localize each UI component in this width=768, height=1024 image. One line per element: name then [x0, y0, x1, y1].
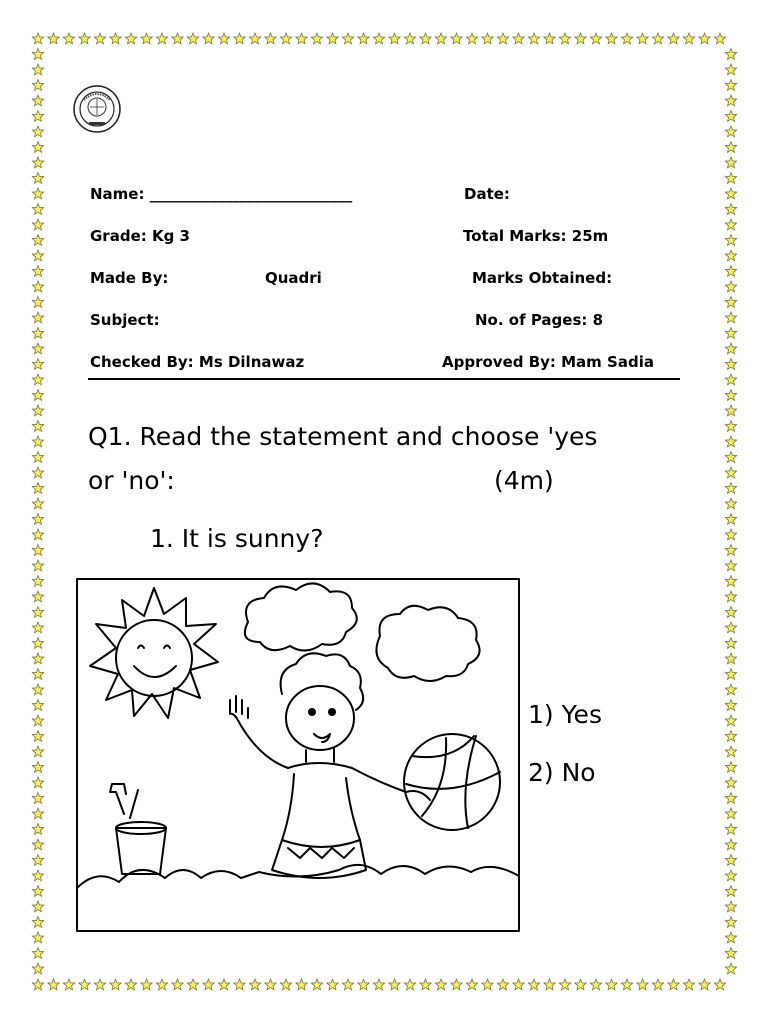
star-icon	[32, 235, 43, 246]
star-icon	[32, 653, 43, 664]
star-icon	[725, 359, 736, 370]
star-icon	[683, 979, 694, 990]
star-icon	[32, 669, 43, 680]
star-icon	[575, 33, 586, 44]
star-icon	[725, 343, 736, 354]
star-icon	[373, 33, 384, 44]
star-icon	[32, 560, 43, 571]
star-icon	[32, 591, 43, 602]
star-icon	[725, 95, 736, 106]
star-icon	[32, 281, 43, 292]
star-icon	[32, 514, 43, 525]
star-icon	[725, 126, 736, 137]
star-icon	[32, 64, 43, 75]
star-icon	[714, 33, 725, 44]
sand-bucket-icon	[110, 784, 166, 874]
marks-obtained-label: Marks Obtained:	[472, 269, 613, 287]
star-icon	[725, 855, 736, 866]
star-icon	[32, 250, 43, 261]
star-icon	[544, 33, 555, 44]
star-icon	[725, 204, 736, 215]
star-icon	[389, 979, 400, 990]
star-icon	[725, 762, 736, 773]
star-icon	[725, 653, 736, 664]
star-icon	[621, 979, 632, 990]
star-icon	[725, 498, 736, 509]
star-icon	[280, 33, 291, 44]
star-icon	[725, 111, 736, 122]
star-icon	[249, 979, 260, 990]
star-icon	[725, 297, 736, 308]
star-icon	[296, 33, 307, 44]
grade-label: Grade: Kg 3	[90, 227, 190, 245]
star-icon	[32, 173, 43, 184]
star-icon	[725, 669, 736, 680]
star-icon	[265, 979, 276, 990]
star-icon	[32, 343, 43, 354]
star-icon	[725, 901, 736, 912]
star-icon	[141, 979, 152, 990]
star-icon	[110, 979, 121, 990]
star-icon	[32, 622, 43, 633]
star-icon	[32, 483, 43, 494]
star-icon	[280, 979, 291, 990]
star-icon	[32, 142, 43, 153]
question-item: 1. It is sunny?	[150, 524, 324, 553]
star-icon	[725, 219, 736, 230]
star-icon	[725, 405, 736, 416]
star-icon	[32, 979, 43, 990]
star-icon	[32, 762, 43, 773]
star-icon	[725, 266, 736, 277]
star-icon	[420, 33, 431, 44]
question-title-line1: Q1. Read the statement and choose 'yes	[88, 422, 598, 451]
school-logo-seal-icon	[72, 84, 122, 134]
star-icon	[668, 33, 679, 44]
star-icon	[249, 33, 260, 44]
star-icon	[725, 467, 736, 478]
star-icon	[218, 33, 229, 44]
star-icon	[32, 529, 43, 540]
star-icon	[725, 824, 736, 835]
star-icon	[725, 483, 736, 494]
star-icon	[234, 33, 245, 44]
star-icon	[725, 312, 736, 323]
star-icon	[187, 979, 198, 990]
sun-icon	[90, 588, 218, 718]
star-icon	[482, 979, 493, 990]
star-icon	[32, 901, 43, 912]
star-icon	[725, 80, 736, 91]
star-icon	[311, 979, 322, 990]
star-icon	[725, 49, 736, 60]
star-icon	[466, 979, 477, 990]
star-icon	[725, 715, 736, 726]
star-icon	[32, 824, 43, 835]
star-icon	[156, 33, 167, 44]
star-icon	[218, 979, 229, 990]
boy-at-beach-picture	[76, 578, 520, 932]
star-icon	[172, 979, 183, 990]
star-icon	[203, 979, 214, 990]
star-icon	[725, 545, 736, 556]
star-icon	[32, 359, 43, 370]
star-icon	[32, 545, 43, 556]
star-icon	[606, 33, 617, 44]
star-icon	[725, 793, 736, 804]
star-icon	[725, 452, 736, 463]
star-icon	[725, 932, 736, 943]
star-icon	[699, 33, 710, 44]
boy-figure-icon	[230, 653, 430, 878]
star-icon	[420, 979, 431, 990]
star-icon	[637, 33, 648, 44]
question-title-line2: or 'no':	[88, 466, 175, 495]
star-icon	[725, 374, 736, 385]
star-icon	[725, 514, 736, 525]
cloud-right-icon	[376, 606, 479, 681]
star-icon	[725, 173, 736, 184]
star-icon	[725, 560, 736, 571]
star-icon	[327, 979, 338, 990]
star-icon	[404, 33, 415, 44]
star-icon	[32, 452, 43, 463]
star-icon	[79, 33, 90, 44]
star-icon	[725, 591, 736, 602]
star-icon	[725, 235, 736, 246]
star-icon	[32, 111, 43, 122]
star-icon	[590, 33, 601, 44]
star-icon	[725, 281, 736, 292]
star-icon	[497, 33, 508, 44]
star-icon	[32, 638, 43, 649]
star-icon	[725, 963, 736, 974]
star-icon	[725, 731, 736, 742]
star-icon	[652, 33, 663, 44]
star-icon	[32, 390, 43, 401]
star-icon	[79, 979, 90, 990]
star-icon	[725, 746, 736, 757]
star-icon	[32, 157, 43, 168]
star-icon	[32, 219, 43, 230]
option-no[interactable]: 2) No	[528, 758, 596, 787]
header-divider	[88, 378, 680, 380]
checked-by-label: Checked By: Ms Dilnawaz	[90, 353, 305, 371]
option-yes[interactable]: 1) Yes	[528, 700, 602, 729]
star-icon	[48, 33, 59, 44]
star-icon	[32, 80, 43, 91]
question-marks: (4m)	[494, 466, 554, 495]
total-marks-label: Total Marks: 25m	[463, 227, 609, 245]
star-icon	[699, 979, 710, 990]
star-icon	[32, 684, 43, 695]
star-icon	[32, 808, 43, 819]
star-icon	[32, 312, 43, 323]
star-icon	[32, 266, 43, 277]
star-icon	[141, 33, 152, 44]
star-icon	[32, 374, 43, 385]
star-icon	[32, 576, 43, 587]
star-icon	[63, 979, 74, 990]
star-icon	[32, 963, 43, 974]
star-icon	[358, 33, 369, 44]
star-icon	[725, 700, 736, 711]
star-icon	[156, 979, 167, 990]
star-icon	[725, 142, 736, 153]
star-icon	[725, 622, 736, 633]
star-icon	[497, 979, 508, 990]
star-icon	[725, 870, 736, 881]
star-icon	[32, 731, 43, 742]
star-icon	[342, 33, 353, 44]
star-icon	[311, 33, 322, 44]
star-icon	[559, 979, 570, 990]
star-icon	[32, 948, 43, 959]
star-icon	[32, 421, 43, 432]
beach-ball-icon	[404, 734, 500, 830]
star-icon	[652, 979, 663, 990]
star-icon	[32, 328, 43, 339]
star-icon	[32, 204, 43, 215]
star-icon	[32, 855, 43, 866]
star-icon	[94, 33, 105, 44]
subject-label: Subject:	[90, 311, 160, 329]
star-icon	[725, 917, 736, 928]
star-icon	[203, 33, 214, 44]
star-icon	[125, 33, 136, 44]
star-icon	[621, 33, 632, 44]
star-icon	[725, 529, 736, 540]
star-icon	[32, 49, 43, 60]
star-icon	[513, 33, 524, 44]
star-icon	[590, 979, 601, 990]
star-icon	[296, 979, 307, 990]
star-icon	[606, 979, 617, 990]
star-icon	[725, 328, 736, 339]
star-icon	[32, 839, 43, 850]
star-icon	[32, 777, 43, 788]
pages-label: No. of Pages: 8	[475, 311, 604, 329]
waves-icon	[77, 865, 519, 888]
star-icon	[32, 188, 43, 199]
star-icon	[637, 979, 648, 990]
star-icon	[725, 886, 736, 897]
star-icon	[404, 979, 415, 990]
star-icon	[63, 33, 74, 44]
star-icon	[32, 932, 43, 943]
star-icon	[466, 33, 477, 44]
star-icon	[725, 638, 736, 649]
star-icon	[725, 188, 736, 199]
star-icon	[482, 33, 493, 44]
star-icon	[725, 436, 736, 447]
star-icon	[714, 979, 725, 990]
star-icon	[575, 979, 586, 990]
star-icon	[32, 870, 43, 881]
star-icon	[683, 33, 694, 44]
star-icon	[32, 33, 43, 44]
star-icon	[451, 33, 462, 44]
star-icon	[358, 979, 369, 990]
star-icon	[187, 33, 198, 44]
date-label: Date:	[464, 185, 510, 203]
star-icon	[32, 607, 43, 618]
star-icon	[32, 405, 43, 416]
star-icon	[528, 979, 539, 990]
star-icon	[32, 746, 43, 757]
approved-by-label: Approved By: Mam Sadia	[442, 353, 654, 371]
star-icon	[513, 979, 524, 990]
star-icon	[32, 126, 43, 137]
star-icon	[435, 33, 446, 44]
star-icon	[48, 979, 59, 990]
star-icon	[32, 498, 43, 509]
star-icon	[125, 979, 136, 990]
star-icon	[94, 979, 105, 990]
star-icon	[725, 421, 736, 432]
star-icon	[32, 700, 43, 711]
made-by-label: Made By:	[90, 269, 169, 287]
star-icon	[725, 808, 736, 819]
star-icon	[327, 33, 338, 44]
star-icon	[32, 917, 43, 928]
star-icon	[725, 64, 736, 75]
star-icon	[725, 684, 736, 695]
star-icon	[32, 715, 43, 726]
star-icon	[32, 436, 43, 447]
star-icon	[725, 576, 736, 587]
star-icon	[172, 33, 183, 44]
star-icon	[342, 979, 353, 990]
star-icon	[265, 33, 276, 44]
star-icon	[725, 607, 736, 618]
star-icon	[32, 95, 43, 106]
star-icon	[32, 886, 43, 897]
star-icon	[668, 979, 679, 990]
star-icon	[389, 33, 400, 44]
star-icon	[528, 33, 539, 44]
star-icon	[725, 157, 736, 168]
cloud-left-icon	[245, 583, 357, 650]
star-icon	[544, 979, 555, 990]
made-by-value: Quadri	[265, 269, 322, 287]
star-icon	[451, 979, 462, 990]
star-icon	[435, 979, 446, 990]
star-icon	[725, 839, 736, 850]
star-icon	[725, 250, 736, 261]
star-icon	[234, 979, 245, 990]
star-icon	[110, 33, 121, 44]
star-icon	[725, 948, 736, 959]
star-icon	[725, 390, 736, 401]
name-field-label: Name: ___________________________	[90, 185, 353, 203]
star-icon	[373, 979, 384, 990]
star-icon	[725, 777, 736, 788]
star-icon	[32, 793, 43, 804]
star-icon	[559, 33, 570, 44]
star-icon	[32, 467, 43, 478]
star-icon	[32, 297, 43, 308]
